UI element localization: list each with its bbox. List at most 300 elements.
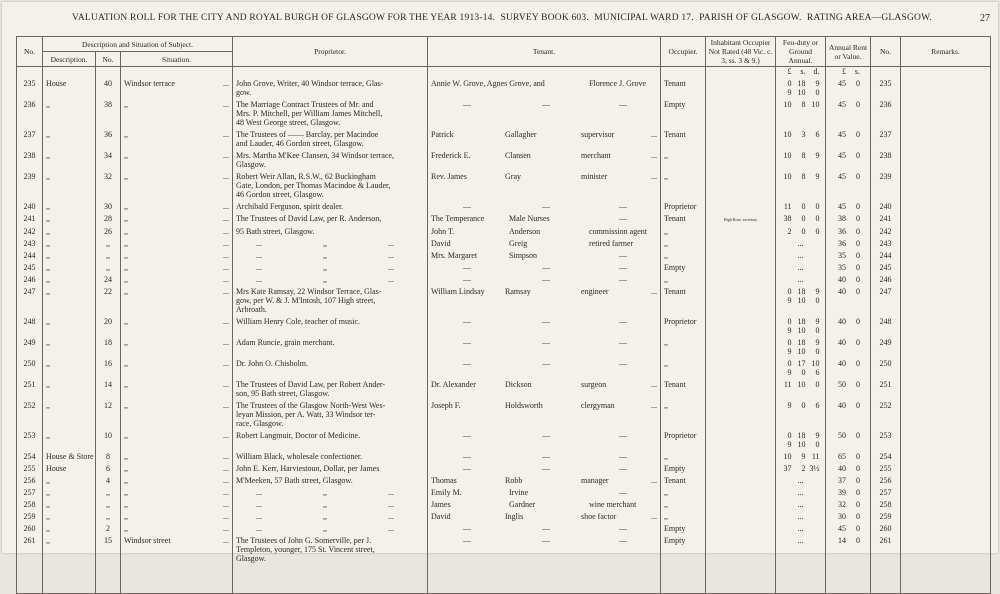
tenant-surname: Ramsay (505, 287, 531, 296)
rent-cell (826, 497, 871, 509)
tenant-occupation: — (619, 431, 628, 440)
entry-number: 245 (17, 260, 43, 272)
tenant-line (431, 287, 657, 296)
tenant-forename: — (463, 359, 472, 368)
inhabitant-cell (706, 272, 776, 284)
occupier-cell (661, 326, 706, 335)
entry-number-right: 244 (871, 248, 901, 260)
feu-duty-cell (776, 169, 826, 181)
tenant-occupation: — (619, 202, 628, 211)
proprietor-dots: ... (388, 275, 395, 284)
tenant-cell (428, 545, 661, 554)
rent-amount (829, 100, 867, 109)
rent-amount (829, 214, 867, 223)
rent-cell (826, 260, 871, 272)
occupier-cell (661, 347, 706, 356)
tenant-dots: ... (651, 380, 658, 389)
description-cell: ,, (43, 509, 96, 521)
rent-pounds: 32 (838, 500, 847, 509)
house-number-cell (96, 190, 121, 199)
rent-amount (829, 512, 867, 521)
occupier-cell: Tenant (661, 127, 706, 139)
tenant-line (431, 214, 657, 223)
occupier-cell (661, 296, 706, 305)
proprietor-text: M'Meeken, 57 Bath street, Glasgow. (236, 476, 353, 485)
entry-number: 248 (17, 314, 43, 326)
description-cell: ,, (43, 211, 96, 224)
proprietor-ditto-line (236, 500, 424, 509)
proprietor-cell (233, 127, 428, 139)
rent-pounds: 50 (838, 380, 847, 389)
occupier-cell (661, 181, 706, 190)
col-no: No. (17, 37, 43, 67)
tenant-cell (428, 509, 661, 521)
tenant-dots: ... (651, 130, 658, 139)
entry-number: 239 (17, 169, 43, 181)
rent-cell (826, 139, 871, 148)
feu-duty-cell (776, 314, 826, 326)
occupier-cell (661, 389, 706, 398)
table-row (17, 449, 991, 461)
tenant-surname: — (542, 464, 551, 473)
leader-dots: ... (223, 251, 230, 260)
entry-number (17, 181, 43, 190)
rent-pounds: 38 (838, 214, 847, 223)
description-cell: ,, (43, 335, 96, 347)
situation-line (124, 239, 229, 248)
feu-duty-cell (776, 461, 826, 473)
occupier-cell (661, 368, 706, 377)
tenant-occupation: — (619, 214, 628, 223)
rent-amount (829, 151, 867, 160)
rent-pounds: 45 (838, 172, 847, 181)
proprietor-cell (233, 398, 428, 410)
proprietor-cell (233, 335, 428, 347)
table-row (17, 169, 991, 181)
description-cell: ,, (43, 377, 96, 389)
tenant-cell (428, 199, 661, 211)
tenant-forename: Annie W. Grove, Agnes Grove, and (431, 79, 545, 88)
rent-pounds: 65 (838, 452, 847, 461)
feu-pence: 3½ (809, 464, 820, 473)
feu-amount (779, 88, 822, 97)
situation-line (124, 130, 229, 139)
empty-cell (901, 563, 991, 594)
occupier-cell: Proprietor (661, 314, 706, 326)
entry-number: 257 (17, 485, 43, 497)
rent-cell (826, 181, 871, 190)
situation-line (124, 464, 229, 473)
remarks-cell (901, 485, 991, 497)
feu-amount (779, 100, 822, 109)
occupier-cell: Empty (661, 521, 706, 533)
situation-cell (121, 169, 233, 181)
entry-number-right: 259 (871, 509, 901, 521)
tenant-forename: Patrick (431, 130, 454, 139)
situation-line (124, 452, 229, 461)
col-number: No. (96, 52, 121, 67)
situation-cell (121, 314, 233, 326)
feu-pence: 10 (811, 100, 820, 109)
proprietor-text: The Trustees of David Law, per Robert Ander- (236, 380, 386, 389)
feu-duty-cell (776, 410, 826, 419)
proprietor-text: The Trustees of —— Barclay, per Macindoe (236, 130, 379, 139)
leader-dots: ... (223, 536, 230, 545)
table-row (17, 296, 991, 305)
house-number-cell (96, 347, 121, 356)
tenant-forename: — (463, 452, 472, 461)
tenant-cell (428, 497, 661, 509)
inhabitant-cell (706, 347, 776, 356)
table-row (17, 88, 991, 97)
feu-duty-cell (776, 296, 826, 305)
proprietor-text: Dr. John O. Chisholm. (236, 359, 309, 368)
empty-cell (826, 563, 871, 594)
rent-pounds: 40 (838, 338, 847, 347)
house-number-cell (96, 109, 121, 118)
situation-cell (121, 76, 233, 88)
proprietor-cell (233, 181, 428, 190)
entry-number (17, 88, 43, 97)
proprietor-cell (233, 428, 428, 440)
house-number-cell: 22 (96, 284, 121, 296)
rent-amount (829, 275, 867, 284)
rent-cell (826, 284, 871, 296)
house-number-cell: 15 (96, 533, 121, 545)
entry-number: 241 (17, 211, 43, 224)
feu-duty-cell (776, 428, 826, 440)
tenant-cell (428, 248, 661, 260)
occupier-cell: ,, (661, 398, 706, 410)
feu-pounds: 9 (787, 326, 792, 335)
occupier-cell: ,, (661, 449, 706, 461)
situation-text: ,, (124, 464, 128, 473)
feu-shillings: 2 (801, 464, 806, 473)
proprietor-text: William Henry Cole, teacher of music. (236, 317, 360, 326)
leader-dots: ... (223, 464, 230, 473)
feu-pounds: 11 (783, 380, 792, 389)
description-cell: ,, (43, 169, 96, 181)
proprietor-cell (233, 236, 428, 248)
entry-number-right: 251 (871, 377, 901, 389)
header-rating-area: RATING AREA—GLASGOW. (806, 13, 932, 23)
feu-amount (779, 380, 822, 389)
description-cell: ,, (43, 248, 96, 260)
inhabitant-cell (706, 473, 776, 485)
tenant-line (431, 151, 657, 160)
situation-line (124, 214, 229, 223)
occupier-cell: ,, (661, 497, 706, 509)
tenant-cell (428, 485, 661, 497)
rent-cell (826, 211, 871, 224)
situation-cell (121, 545, 233, 554)
entry-number-right (871, 440, 901, 449)
units-row (17, 67, 991, 77)
feu-duty-cell (776, 497, 826, 509)
feu-amount (779, 202, 822, 211)
tenant-cell (428, 139, 661, 148)
tenant-line (431, 536, 657, 545)
tenant-surname: Dickson (505, 380, 532, 389)
tenant-forename: Mrs. Margaret (431, 251, 478, 260)
entry-number: 252 (17, 398, 43, 410)
situation-line (124, 512, 229, 521)
tenant-forename: The Temperance (431, 214, 485, 223)
remarks-cell (901, 284, 991, 296)
occupier-cell (661, 554, 706, 563)
rent-cell (826, 148, 871, 160)
entry-number-right (871, 368, 901, 377)
occupier-cell (661, 190, 706, 199)
rent-shillings: 0 (856, 227, 861, 236)
situation-text: ,, (124, 452, 128, 461)
remarks-cell (901, 314, 991, 326)
inhabitant-cell (706, 199, 776, 211)
feu-dots: ... (797, 476, 804, 485)
leader-dots: ... (223, 488, 230, 497)
feu-dots: ... (797, 512, 804, 521)
occupier-cell: Tenant (661, 76, 706, 88)
proprietor-cell (233, 485, 428, 497)
tenant-surname: — (542, 359, 551, 368)
inhabitant-cell (706, 296, 776, 305)
proprietor-cell (233, 449, 428, 461)
feu-shillings: 0 (801, 368, 806, 377)
inhabitant-cell (706, 88, 776, 97)
situation-cell (121, 211, 233, 224)
proprietor-ditto-line (236, 263, 424, 272)
remarks-cell (901, 509, 991, 521)
proprietor-text: William Black, wholesale confectioner. (236, 452, 363, 461)
situation-cell (121, 272, 233, 284)
remarks-cell (901, 169, 991, 181)
feu-amount (779, 368, 822, 377)
tenant-dots: ... (651, 401, 658, 410)
entry-number-right: 237 (871, 127, 901, 139)
header-survey-book: SURVEY BOOK 603. (500, 13, 589, 23)
feu-pence: 10 (811, 359, 820, 368)
entry-number (17, 389, 43, 398)
proprietor-ditto: ,, (323, 512, 328, 521)
feu-pence: 0 (815, 347, 820, 356)
tenant-forename: Frederick E. (431, 151, 471, 160)
proprietor-text: Templeton, younger, 175 St. Vincent street, (236, 545, 375, 554)
rent-shillings: 0 (856, 401, 861, 410)
rent-cell (826, 127, 871, 139)
description-cell (43, 545, 96, 554)
proprietor-ditto: ,, (323, 500, 328, 509)
description-cell (43, 296, 96, 305)
feu-pounds: 10 (783, 100, 792, 109)
proprietor-cell (233, 473, 428, 485)
unit-pence: d. (813, 67, 820, 76)
feu-duty-cell (776, 419, 826, 428)
entry-number: 249 (17, 335, 43, 347)
inhabitant-cell (706, 545, 776, 554)
feu-shillings: 18 (797, 338, 806, 347)
proprietor-dots: ... (388, 500, 395, 509)
feu-pounds: 10 (783, 172, 792, 181)
rent-cell (826, 389, 871, 398)
feu-duty-cell (776, 389, 826, 398)
tenant-line (431, 452, 657, 461)
rent-shillings: 0 (856, 476, 861, 485)
inhabitant-cell (706, 377, 776, 389)
proprietor-dots: ... (256, 239, 263, 248)
tenant-cell (428, 284, 661, 296)
unit-rent-shillings: s. (854, 67, 861, 76)
rent-amount (829, 500, 867, 509)
rent-shillings: 0 (856, 500, 861, 509)
entry-number: 246 (17, 272, 43, 284)
tenant-cell (428, 211, 661, 224)
tenant-occupation: Florence J. Grove (589, 79, 647, 88)
entry-number-right: 261 (871, 533, 901, 545)
feu-pounds: 10 (783, 130, 792, 139)
description-cell (43, 118, 96, 127)
occupier-cell: Empty (661, 461, 706, 473)
feu-duty-cell (776, 545, 826, 554)
house-number-cell: 16 (96, 356, 121, 368)
tenant-dots: ... (651, 172, 658, 181)
col-rent: Annual Rent or Value. (826, 37, 871, 67)
rent-shillings: 0 (856, 317, 861, 326)
table-row (17, 428, 991, 440)
entry-number: 256 (17, 473, 43, 485)
feu-pence: 0 (815, 440, 820, 449)
entry-number: 240 (17, 199, 43, 211)
situation-line (124, 380, 229, 389)
description-cell: House (43, 76, 96, 88)
rent-shillings: 0 (856, 431, 861, 440)
house-number-cell: 20 (96, 314, 121, 326)
tenant-forename: Emily M. (431, 488, 462, 497)
rent-cell (826, 377, 871, 389)
situation-cell (121, 368, 233, 377)
situation-text: ,, (124, 202, 128, 211)
rent-shillings: 0 (856, 524, 861, 533)
proprietor-text: gow. (236, 88, 252, 97)
tenant-line (431, 172, 657, 181)
proprietor-dots: ... (388, 239, 395, 248)
rent-shillings: 0 (856, 287, 861, 296)
situation-cell (121, 118, 233, 127)
house-number-cell (96, 368, 121, 377)
situation-cell (121, 236, 233, 248)
occupier-cell: ,, (661, 356, 706, 368)
proprietor-text: Arbroath. (236, 305, 267, 314)
feu-duty-cell (776, 485, 826, 497)
leader-dots: ... (223, 476, 230, 485)
proprietor-cell (233, 461, 428, 473)
table-row (17, 533, 991, 545)
feu-amount (779, 227, 822, 236)
occupier-cell (661, 88, 706, 97)
house-number-cell (96, 296, 121, 305)
rent-cell (826, 224, 871, 236)
leader-dots: ... (223, 431, 230, 440)
tenant-forename: — (463, 431, 472, 440)
feu-shillings: 0 (801, 214, 806, 223)
table-row (17, 347, 991, 356)
table-row (17, 485, 991, 497)
table-header (17, 37, 991, 77)
rent-amount (829, 488, 867, 497)
description-cell (43, 181, 96, 190)
tenant-forename: David (431, 239, 451, 248)
rent-cell (826, 461, 871, 473)
feu-shillings: 8 (801, 172, 806, 181)
leader-dots: ... (223, 151, 230, 160)
proprietor-ditto-line (236, 239, 424, 248)
tenant-line (431, 500, 657, 509)
feu-amount (779, 296, 822, 305)
description-cell: ,, (43, 224, 96, 236)
remarks-cell (901, 272, 991, 284)
feu-duty-cell (776, 335, 826, 347)
proprietor-cell (233, 190, 428, 199)
tenant-forename: — (463, 524, 472, 533)
situation-line (124, 536, 229, 545)
inhabitant-cell (706, 139, 776, 148)
rent-cell (826, 169, 871, 181)
description-cell (43, 305, 96, 314)
proprietor-text: Mrs. P. Mitchell, per William James Mitchell, (236, 109, 383, 118)
tenant-line (431, 476, 657, 485)
entry-number-right (871, 109, 901, 118)
feu-amount (779, 287, 822, 296)
house-number-cell: 2 (96, 521, 121, 533)
description-cell (43, 347, 96, 356)
inhabitant-cell (706, 509, 776, 521)
tenant-cell (428, 389, 661, 398)
feu-duty-cell (776, 398, 826, 410)
proprietor-cell (233, 224, 428, 236)
running-header (72, 13, 932, 33)
remarks-cell (901, 109, 991, 118)
inhabitant-cell (706, 521, 776, 533)
remarks-cell (901, 356, 991, 368)
rent-amount (829, 464, 867, 473)
proprietor-text: Glasgow. (236, 160, 266, 169)
occupier-cell (661, 419, 706, 428)
occupier-cell (661, 545, 706, 554)
rent-amount (829, 251, 867, 260)
situation-text: ,, (124, 380, 128, 389)
rent-shillings: 0 (856, 151, 861, 160)
entry-number (17, 419, 43, 428)
feu-pence: 0 (815, 88, 820, 97)
table-row (17, 305, 991, 314)
table-row (17, 314, 991, 326)
proprietor-cell (233, 521, 428, 533)
entry-number-right: 247 (871, 284, 901, 296)
house-number-cell: ,, (96, 497, 121, 509)
proprietor-text: The Trustees of David Law, per R. Anderson, (236, 214, 382, 223)
proprietor-cell (233, 305, 428, 314)
rent-shillings: 0 (856, 536, 861, 545)
rent-cell (826, 326, 871, 335)
tenant-surname: Male Nurses (509, 214, 550, 223)
feu-duty-cell (776, 305, 826, 314)
remarks-cell (901, 461, 991, 473)
feu-pounds: 9 (787, 368, 792, 377)
remarks-cell (901, 248, 991, 260)
leader-dots: ... (223, 263, 230, 272)
inhabitant-cell (706, 76, 776, 88)
table-row (17, 356, 991, 368)
inhabitant-cell (706, 428, 776, 440)
